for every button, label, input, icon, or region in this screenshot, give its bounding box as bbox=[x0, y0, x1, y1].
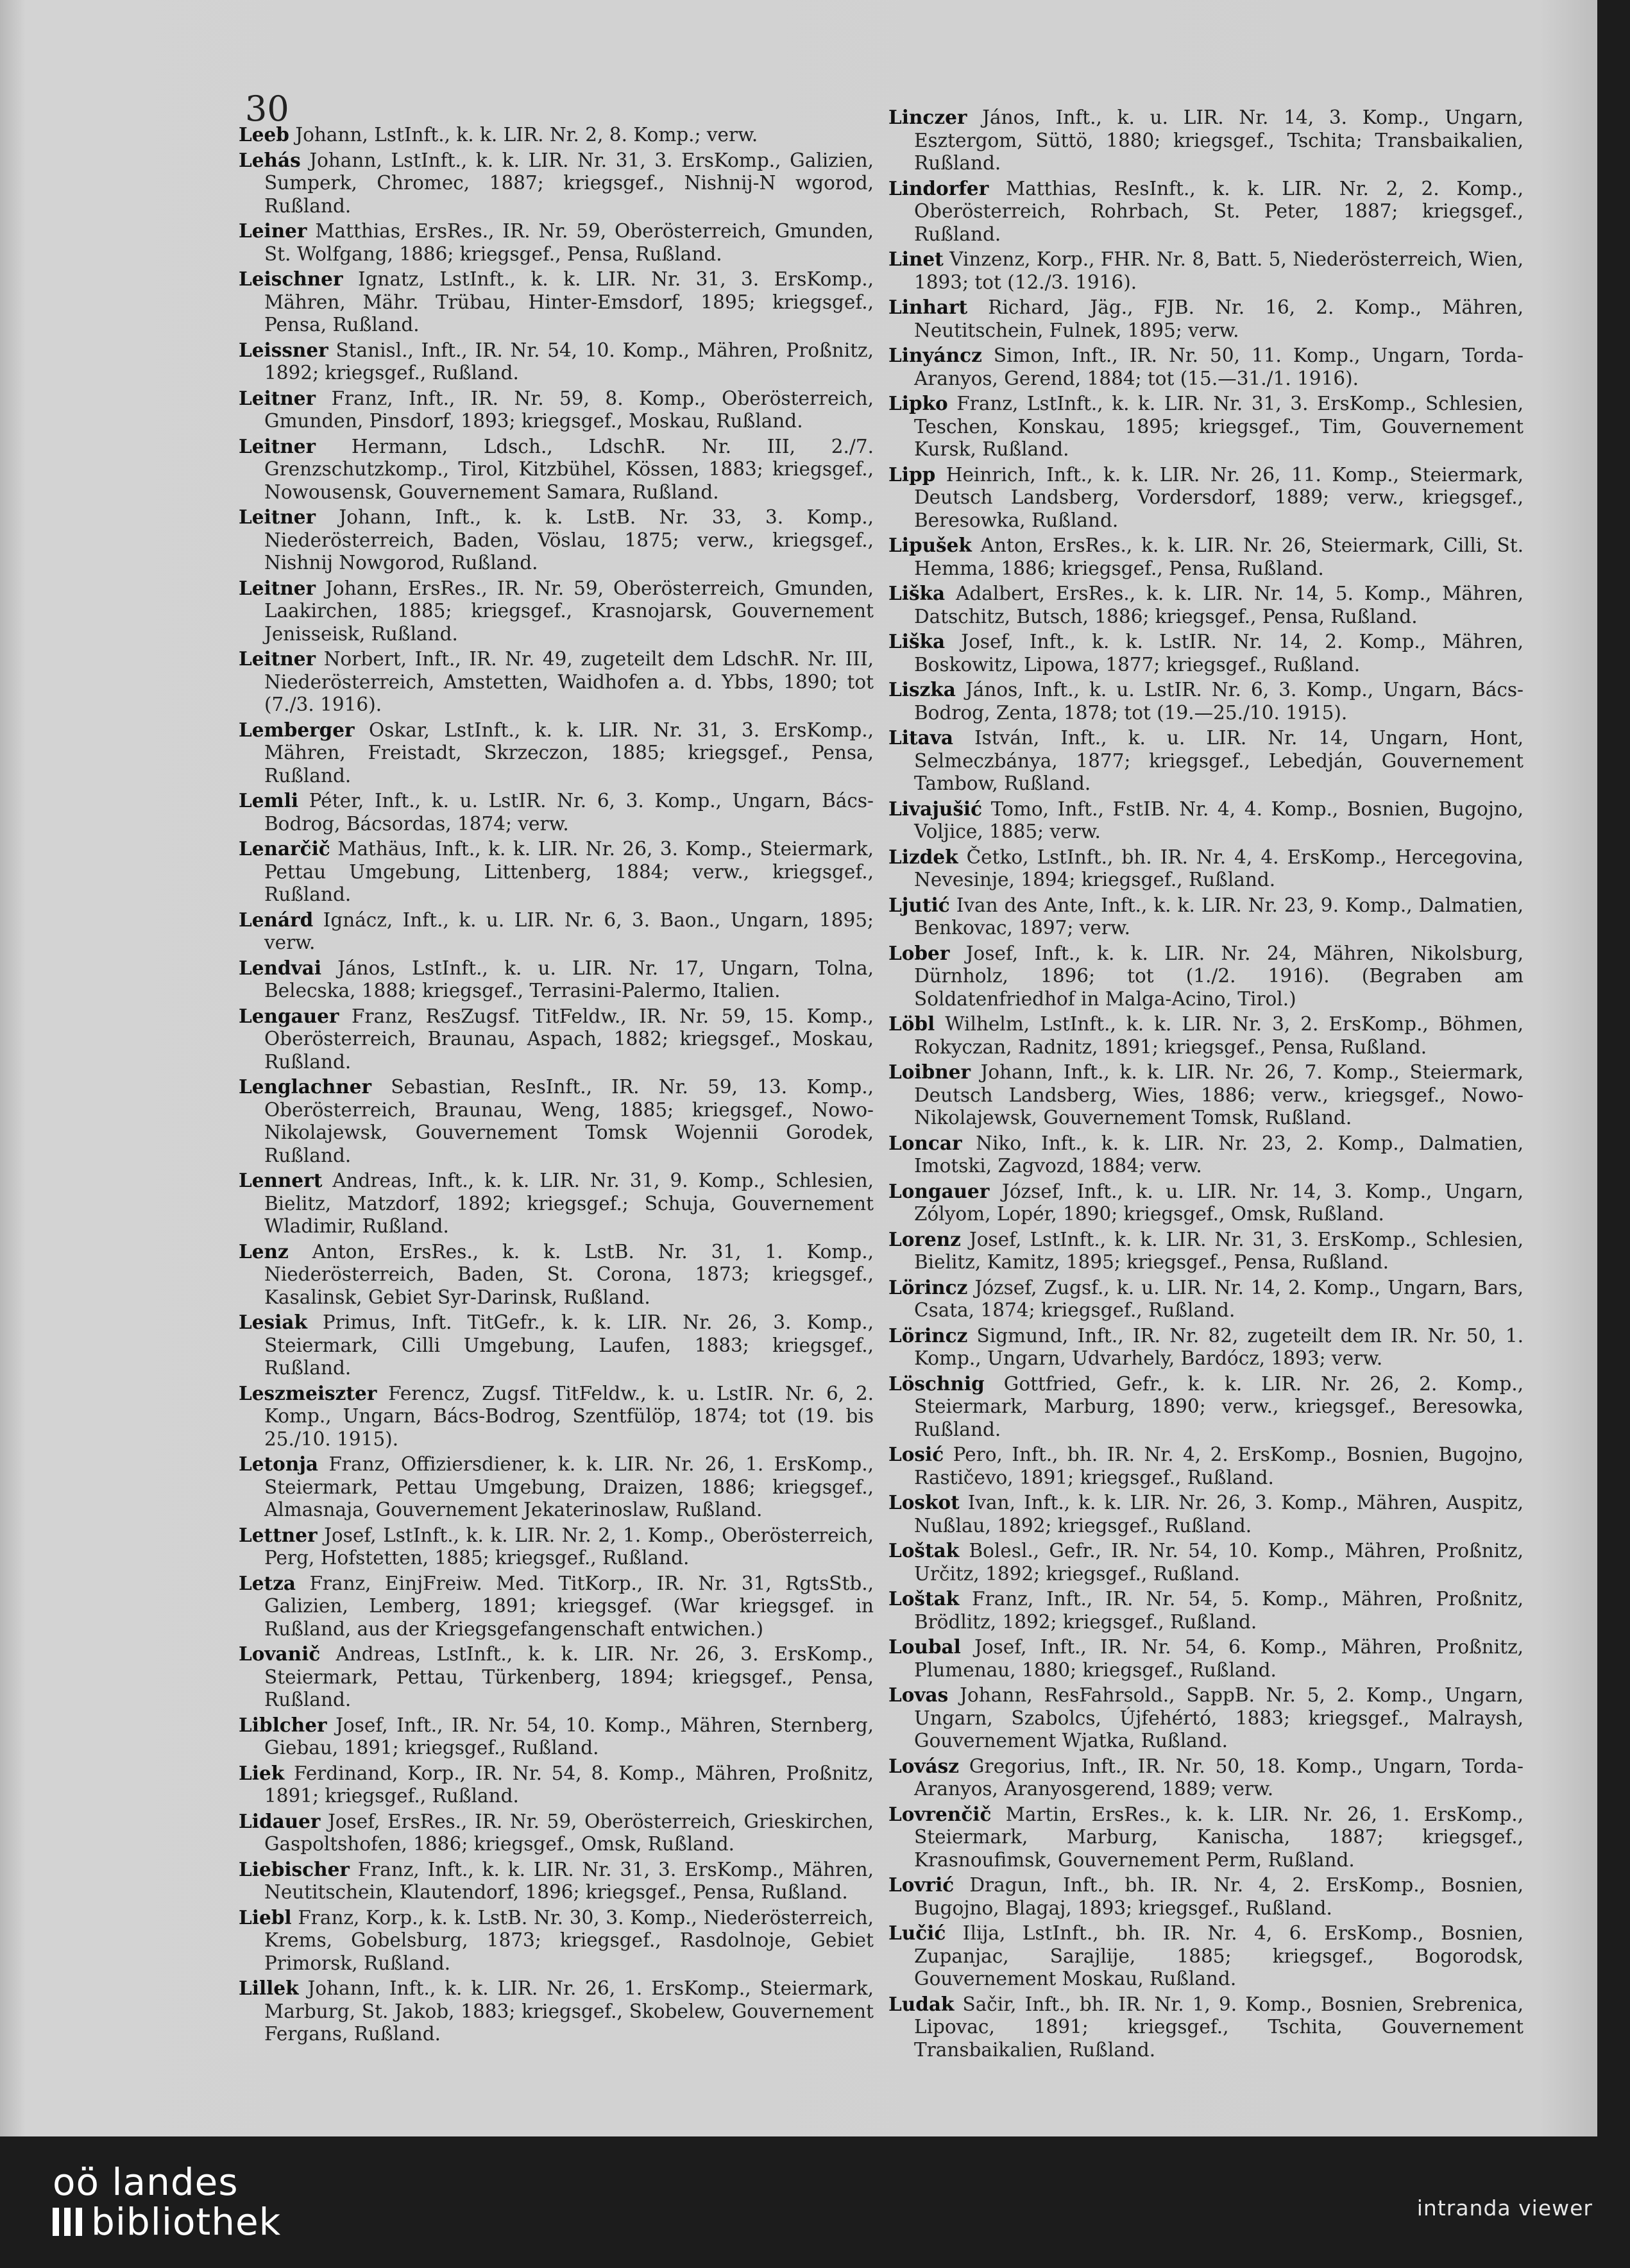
register-entry bbox=[239, 789, 874, 835]
entry-details: Bolesl., Gefr., IR. Nr. 54, 10. Komp., Mähren, Proßnitz, Určitz, 1892; kriegsgef., Rußland. bbox=[914, 1540, 1524, 1585]
entry-surname: Lennert bbox=[239, 1169, 323, 1191]
entry-details: Ivan des Ante, Inft., k. k. LIR. Nr. 23, 9. Komp., Dalmatien, Benkovac, 1897; verw. bbox=[914, 894, 1524, 939]
entry-surname: Leszmeiszter bbox=[239, 1381, 377, 1404]
register-entry bbox=[888, 1061, 1524, 1130]
entry-details: Ilija, LstInft., bh. IR. Nr. 4, 6. ErsKomp., Bosnien, Zupanjac, Sarajlije, 1885; kriegsgef., Bogorodsk, Gouvernement Moskau, Rußland. bbox=[914, 1922, 1524, 1990]
entry-surname: Leitner bbox=[239, 386, 316, 409]
entry-surname: Leitner bbox=[239, 576, 316, 599]
entry-surname: Liška bbox=[888, 582, 946, 604]
entry-surname: Longauer bbox=[888, 1179, 990, 1202]
entry-surname: Lendvai bbox=[239, 956, 322, 979]
entry-details: József, Inft., k. u. LIR. Nr. 14, 3. Komp., Ungarn, Zólyom, Lopér, 1890; kriegsgef., Omsk, Rußland. bbox=[914, 1180, 1524, 1225]
entry-details: Franz, EinjFreiw. Med. TitKorp., IR. Nr. 31, RgtsStb., Galizien, Lemberg, 1891; kriegsgef. (War kriegsgef. in Rußland, aus der Kriegsgefangenschaft entwichen.) bbox=[264, 1572, 874, 1640]
entry-details: Niko, Inft., k. k. LIR. Nr. 23, 2. Komp., Dalmatien, Imotski, Zagvozd, 1884; verw. bbox=[914, 1132, 1524, 1177]
entry-surname: Lidauer bbox=[239, 1809, 321, 1832]
register-entry bbox=[888, 1755, 1524, 1801]
entry-surname: Lizdek bbox=[888, 845, 958, 868]
entry-surname: Liška bbox=[888, 630, 946, 652]
register-entry bbox=[888, 463, 1524, 533]
register-entry bbox=[239, 1169, 874, 1238]
entry-surname: Ljutić bbox=[888, 893, 950, 916]
register-entry bbox=[888, 534, 1524, 580]
entry-surname: Löschnig bbox=[888, 1372, 985, 1395]
entry-details: Franz, Korp., k. k. LstB. Nr. 30, 3. Komp., Niederösterreich, Krems, Gobelsburg, 1873; kriegsgef., Rasdolnoje, Gebiet Primorsk, Rußland. bbox=[264, 1906, 874, 1974]
entry-details: Franz, Offiziersdiener, k. k. LIR. Nr. 26, 1. ErsKomp., Steiermark, Pettau Umgebung, Draizen, 1886; kriegsgef., Almasnaja, Gouvernement Jekaterinoslaw, Rußland. bbox=[264, 1453, 874, 1521]
register-entry bbox=[239, 1858, 874, 1904]
entry-surname: Letza bbox=[239, 1571, 296, 1594]
entry-surname: Lemberger bbox=[239, 718, 355, 741]
page-number: 30 bbox=[245, 89, 289, 129]
entry-surname: Lemli bbox=[239, 789, 299, 812]
entry-details: Péter, Inft., k. u. LstIR. Nr. 6, 3. Komp., Ungarn, Bács-Bodrog, Bácsordas, 1874; verw. bbox=[264, 790, 874, 835]
entry-details: Johann, Inft., k. k. LIR. Nr. 26, 7. Komp., Steiermark, Deutsch Landsberg, Wies, 1886; verw., kriegsgef., Nowo-Nikolajewsk, Gouvernement Tomsk, Rußland. bbox=[914, 1061, 1524, 1129]
entry-surname: Lesiak bbox=[239, 1311, 307, 1333]
register-entry bbox=[239, 1240, 874, 1309]
entry-surname: Lovrenčič bbox=[888, 1802, 992, 1825]
register-entry bbox=[239, 506, 874, 575]
entry-surname: Loncar bbox=[888, 1131, 962, 1154]
entry-surname: Liblcher bbox=[239, 1713, 327, 1736]
entry-details: Josef, LstInft., k. k. LIR. Nr. 2, 1. Komp., Oberösterreich, Perg, Hofstetten, 1885; kriegsgef., Rußland. bbox=[264, 1524, 874, 1569]
entry-details: Franz, Inft., IR. Nr. 54, 5. Komp., Mähren, Proßnitz, Brödlitz, 1892; kriegsgef., Rußland. bbox=[914, 1588, 1524, 1633]
entry-details: Johann, LstInft., k. k. LIR. Nr. 31, 3. ErsKomp., Galizien, Sumperk, Chromec, 1887; kriegsgef., Nishnij-N wgorod, Rußland. bbox=[264, 149, 874, 217]
entry-surname: Linyáncz bbox=[888, 344, 982, 366]
register-entry bbox=[888, 1324, 1524, 1370]
entry-surname: Lörincz bbox=[888, 1275, 968, 1299]
entry-surname: Lovas bbox=[888, 1684, 949, 1706]
entry-details: Andreas, LstInft., k. k. LIR. Nr. 26, 3. ErsKomp., Steiermark, Pettau, Türkenberg, 1894; kriegsgef., Pensa, Rußland. bbox=[264, 1643, 874, 1710]
entry-details: Matthias, ResInft., k. k. LIR. Nr. 2, 2. Komp., Oberösterreich, Rohrbach, St. Peter, 1887; kriegsgef., Rußland. bbox=[914, 177, 1524, 245]
register-entry bbox=[239, 387, 874, 433]
register-entry bbox=[888, 797, 1524, 844]
entry-surname: Liszka bbox=[888, 678, 956, 701]
entry-details: Franz, Inft., k. k. LIR. Nr. 31, 3. ErsKomp., Mähren, Neutitschein, Klautendorf, 1896; kriegsgef., Pensa, Rußland. bbox=[264, 1858, 874, 1903]
entry-details: Ferencz, Zugsf. TitFeldw., k. u. LstIR. Nr. 6, 2. Komp., Ungarn, Bács-Bodrog, Szentfülöp, 1874; tot (19. bis 25./10. 1915). bbox=[264, 1382, 874, 1450]
register-entry bbox=[239, 1642, 874, 1712]
entry-details: Johann, Inft., k. k. LstB. Nr. 33, 3. Komp., Niederösterreich, Baden, Vöslau, 1875; verw., kriegsgef., Nishnij Nowgorod, Rußland. bbox=[264, 506, 874, 574]
register-entry bbox=[239, 1714, 874, 1760]
register-entry bbox=[888, 1803, 1524, 1872]
entry-surname: Loštak bbox=[888, 1539, 960, 1562]
entry-surname: Loubal bbox=[888, 1635, 961, 1658]
entry-details: Četko, LstInft., bh. IR. Nr. 4, 4. ErsKomp., Hercegovina, Nevesinje, 1894; kriegsgef., Rußland. bbox=[914, 846, 1524, 891]
entry-details: Gottfried, Gefr., k. k. LIR. Nr. 26, 2. Komp., Steiermark, Marburg, 1890; verw., kriegsgef., Beresowka, Rußland. bbox=[914, 1372, 1524, 1440]
register-entry bbox=[239, 1382, 874, 1451]
entry-details: Andreas, Inft., k. k. LIR. Nr. 31, 9. Komp., Schlesien, Bielitz, Matzdorf, 1892; kriegsgef.; Schuja, Gouvernement Wladimir, Rußland. bbox=[264, 1170, 874, 1237]
entry-details: Josef, ErsRes., IR. Nr. 59, Oberösterreich, Grieskirchen, Gaspoltshofen, 1886; kriegsgef., Omsk, Rußland. bbox=[264, 1810, 874, 1855]
entry-surname: Loskot bbox=[888, 1491, 960, 1513]
register-entry bbox=[239, 1075, 874, 1167]
register-entry bbox=[239, 908, 874, 955]
register-entry bbox=[239, 1810, 874, 1856]
register-entry bbox=[888, 177, 1524, 246]
entry-details: Primus, Inft. TitGefr., k. k. LIR. Nr. 26, 3. Komp., Steiermark, Cilli Umgebung, Laufen, 1883; kriegsgef., Rußland. bbox=[264, 1311, 874, 1379]
entry-surname: Litava bbox=[888, 726, 953, 749]
logo-line-1: oö landes bbox=[53, 2160, 239, 2204]
entry-surname: Löbl bbox=[888, 1012, 935, 1035]
register-entry bbox=[888, 1587, 1524, 1633]
right-column bbox=[888, 106, 1524, 2063]
entry-details: Ferdinand, Korp., IR. Nr. 54, 8. Komp., Mähren, Proßnitz, 1891; kriegsgef., Rußland. bbox=[264, 1762, 874, 1807]
register-entry bbox=[888, 1922, 1524, 1991]
entry-surname: Lettner bbox=[239, 1523, 318, 1546]
entry-details: Josef, Inft., k. k. LstIR. Nr. 14, 2. Komp., Mähren, Boskowitz, Lipowa, 1877; kriegsgef., Rußland. bbox=[914, 631, 1524, 676]
register-entry bbox=[888, 630, 1524, 676]
register-entry bbox=[888, 1132, 1524, 1178]
entry-surname: Lenglachner bbox=[239, 1075, 372, 1098]
entry-details: Hermann, Ldsch., LdschR. Nr. III, 2./7. Grenzschutzkomp., Tirol, Kitzbühel, Kössen, 1883; kriegsgef., Nowousensk, Gouvernement Samara, Rußland. bbox=[264, 435, 874, 503]
entry-details: József, Zugsf., k. u. LIR. Nr. 14, 2. Komp., Ungarn, Bars, Csata, 1874; kriegsgef., Rußland. bbox=[914, 1276, 1524, 1321]
library-logo[interactable] bbox=[53, 2162, 281, 2242]
register-entry bbox=[239, 719, 874, 788]
entry-surname: Lovász bbox=[888, 1754, 960, 1777]
entry-surname: Liebl bbox=[239, 1906, 292, 1929]
register-entry bbox=[888, 894, 1524, 940]
entry-surname: Linet bbox=[888, 248, 944, 270]
register-entry bbox=[888, 846, 1524, 892]
entry-surname: Lipp bbox=[888, 463, 936, 486]
register-entry bbox=[239, 1762, 874, 1808]
entry-details: János, Inft., k. u. LstIR. Nr. 6, 3. Komp., Ungarn, Bács-Bodrog, Zenta, 1878; tot (19.—25./10. 1915). bbox=[914, 679, 1524, 724]
entry-details: János, Inft., k. u. LIR. Nr. 14, 3. Komp., Ungarn, Esztergom, Süttö, 1880; kriegsgef., Tschita; Transbaikalien, Rußland. bbox=[914, 107, 1524, 174]
entry-details: Sebastian, ResInft., IR. Nr. 59, 13. Komp., Oberösterreich, Braunau, Weng, 1885; kriegsgef., Nowo-Nikolajewsk, Gouvernement Tomsk Wojennii Gorodek, Rußland. bbox=[264, 1076, 874, 1166]
entry-surname: Loibner bbox=[888, 1061, 971, 1083]
entry-surname: Loštak bbox=[888, 1587, 960, 1610]
entry-surname: Letonja bbox=[239, 1453, 319, 1475]
register-entry bbox=[888, 1228, 1524, 1274]
entry-surname: Lenz bbox=[239, 1240, 289, 1263]
entry-surname: Lindorfer bbox=[888, 176, 989, 200]
entry-details: Martin, ErsRes., k. k. LIR. Nr. 26, 1. ErsKomp., Steiermark, Marburg, Kanischa, 1887; kriegsgef., Krasnoufimsk, Gouvernement Perm, Rußland. bbox=[914, 1803, 1524, 1871]
entry-details: Matthias, ErsRes., IR. Nr. 59, Oberösterreich, Gmunden, St. Wolfgang, 1886; kriegsgef., Pensa, Rußland. bbox=[264, 220, 874, 265]
entry-details: Sigmund, Inft., IR. Nr. 82, zugeteilt dem IR. Nr. 50, 1. Komp., Ungarn, Udvarhely, Bardócz, 1893; verw. bbox=[914, 1324, 1524, 1369]
entry-details: Anton, ErsRes., k. k. LstB. Nr. 31, 1. Komp., Niederösterreich, Baden, St. Corona, 1873; kriegsgef., Kasalinsk, Gebiet Syr-Darinsk, Rußland. bbox=[264, 1240, 874, 1308]
entry-details: Johann, LstInft., k. k. LIR. Nr. 2, 8. Komp.; verw. bbox=[295, 124, 758, 146]
entry-surname: Lenárd bbox=[239, 908, 314, 931]
register-entry bbox=[888, 1180, 1524, 1226]
entry-details: Stanisl., Inft., IR. Nr. 54, 10. Komp., Mähren, Proßnitz, 1892; kriegsgef., Rußland. bbox=[264, 339, 874, 384]
entry-surname: Lovrić bbox=[888, 1873, 955, 1896]
entry-surname: Lober bbox=[888, 941, 950, 964]
register-entry bbox=[239, 647, 874, 717]
entry-details: Richard, Jäg., FJB. Nr. 16, 2. Komp., Mähren, Neutitschein, Fulnek, 1895; verw. bbox=[914, 296, 1524, 341]
entry-details: Simon, Inft., IR. Nr. 50, 11. Komp., Ungarn, Torda-Aranyos, Gerend, 1884; tot (15.—31./1. 1916). bbox=[914, 345, 1524, 389]
entry-surname: Linhart bbox=[888, 296, 968, 318]
entry-surname: Lehás bbox=[239, 148, 301, 171]
register-entry bbox=[239, 1572, 874, 1641]
register-entry bbox=[239, 219, 874, 266]
entry-details: János, LstInft., k. u. LIR. Nr. 17, Ungarn, Tolna, Belecska, 1888; kriegsgef., Terrasini-Palermo, Italien. bbox=[264, 957, 874, 1002]
register-entry bbox=[888, 942, 1524, 1011]
register-entry bbox=[239, 577, 874, 646]
entry-surname: Liebischer bbox=[239, 1857, 350, 1880]
entry-details: István, Inft., k. u. LIR. Nr. 14, Ungarn, Hont, Selmeczbánya, 1877; kriegsgef., Lebedján, Gouvernement Tambow, Rußland. bbox=[914, 727, 1524, 794]
entry-surname: Lipušek bbox=[888, 534, 972, 556]
viewer-label[interactable]: intranda viewer bbox=[1416, 2196, 1593, 2221]
entry-details: Heinrich, Inft., k. k. LIR. Nr. 26, 11. Komp., Steiermark, Deutsch Landsberg, Vordersdorf, 1889; verw., kriegsgef., Beresowka, Rußland. bbox=[914, 463, 1524, 531]
entry-details: Sačir, Inft., bh. IR. Nr. 1, 9. Komp., Bosnien, Srebrenica, Lipovac, 1891; kriegsgef., Tschita, Gouvernement Transbaikalien, Rußland. bbox=[914, 1993, 1524, 2061]
entry-surname: Leischner bbox=[239, 268, 343, 290]
entry-details: Johann, ErsRes., IR. Nr. 59, Oberösterreich, Gmunden, Laakirchen, 1885; kriegsgef., Krasnojarsk, Gouvernement Jenisseisk, Rußland. bbox=[264, 577, 874, 645]
entry-details: Franz, LstInft., k. k. LIR. Nr. 31, 3. ErsKomp., Schlesien, Teschen, Konskau, 1895; kriegsgef., Tim, Gouvernement Kursk, Rußland. bbox=[914, 393, 1524, 460]
entry-details: Dragun, Inft., bh. IR. Nr. 4, 2. ErsKomp., Bosnien, Bugojno, Blagaj, 1893; kriegsgef., Rußland. bbox=[914, 1874, 1524, 1919]
entry-details: Franz, Inft., IR. Nr. 59, 8. Komp., Oberösterreich, Gmunden, Pinsdorf, 1893; kriegsgef., Moskau, Rußland. bbox=[264, 387, 874, 432]
register-entry bbox=[239, 1005, 874, 1074]
entry-details: Josef, LstInft., k. k. LIR. Nr. 31, 3. ErsKomp., Schlesien, Bielitz, Kamitz, 1895; kriegsgef., Pensa, Rußland. bbox=[914, 1228, 1524, 1273]
entry-details: Pero, Inft., bh. IR. Nr. 4, 2. ErsKomp., Bosnien, Bugojno, Rastičevo, 1891; kriegsgef., Rußland. bbox=[914, 1444, 1524, 1488]
register-entry bbox=[239, 837, 874, 907]
entry-surname: Lovanič bbox=[239, 1642, 321, 1665]
entry-surname: Losić bbox=[888, 1443, 944, 1465]
entry-details: Anton, ErsRes., k. k. LIR. Nr. 26, Steiermark, Cilli, St. Hemma, 1886; kriegsgef., Pensa, Rußland. bbox=[914, 534, 1524, 579]
entry-surname: Lörincz bbox=[888, 1324, 968, 1347]
left-column bbox=[239, 123, 874, 2048]
register-entry bbox=[888, 678, 1524, 724]
register-entry bbox=[239, 339, 874, 385]
register-entry bbox=[888, 344, 1524, 390]
entry-details: Josef, Inft., k. k. LIR. Nr. 24, Mähren, Nikolsburg, Dürnholz, 1896; tot (1./2. 1916). (Begraben am Soldatenfriedhof in Malga-Acino, Tirol.) bbox=[914, 942, 1524, 1010]
entry-details: Ignácz, Inft., k. u. LIR. Nr. 6, 3. Baon., Ungarn, 1895; verw. bbox=[264, 908, 874, 953]
logo-line-2: bibliothek bbox=[91, 2200, 282, 2244]
entry-details: Norbert, Inft., IR. Nr. 49, zugeteilt dem LdschR. Nr. III, Niederösterreich, Amstetten, Waidhofen a. d. Ybbs, 1890; tot (7./3. 1916). bbox=[264, 648, 874, 715]
register-entry bbox=[888, 1491, 1524, 1537]
entry-surname: Leiner bbox=[239, 219, 307, 242]
entry-details: Ivan, Inft., k. k. LIR. Nr. 26, 3. Komp., Mähren, Auspitz, Nußlau, 1892; kriegsgef., Rußland. bbox=[914, 1492, 1524, 1537]
entry-details: Gregorius, Inft., IR. Nr. 50, 18. Komp., Ungarn, Torda-Aranyos, Aranyosgerend, 1889; verw. bbox=[914, 1755, 1524, 1800]
entry-surname: Linczer bbox=[888, 106, 967, 128]
entry-details: Oskar, LstInft., k. k. LIR. Nr. 31, 3. ErsKomp., Mähren, Freistadt, Skrzeczon, 1885; kriegsgef., Pensa, Rußland. bbox=[264, 719, 874, 787]
register-entry bbox=[239, 1906, 874, 1975]
register-entry bbox=[239, 149, 874, 218]
entry-surname: Leitner bbox=[239, 647, 316, 670]
entry-details: Ignatz, LstInft., k. k. LIR. Nr. 31, 3. ErsKomp., Mähren, Mähr. Trübau, Hinter-Emsdorf, 1895; kriegsgef., Pensa, Rußland. bbox=[264, 268, 874, 336]
register-entry bbox=[888, 1012, 1524, 1059]
register-entry bbox=[239, 1453, 874, 1522]
register-entry bbox=[888, 1873, 1524, 1920]
register-entry bbox=[888, 296, 1524, 342]
entry-surname: Lipko bbox=[888, 392, 948, 414]
register-entry bbox=[239, 1524, 874, 1570]
register-entry bbox=[239, 435, 874, 504]
entry-details: Wilhelm, LstInft., k. k. LIR. Nr. 3, 2. ErsKomp., Böhmen, Rokyczan, Radnitz, 1891; kriegsgef., Pensa, Rußland. bbox=[914, 1013, 1524, 1058]
entry-details: Tomo, Inft., FstIB. Nr. 4, 4. Komp., Bosnien, Bugojno, Voljice, 1885; verw. bbox=[914, 797, 1524, 842]
logo-bars-icon bbox=[53, 2208, 82, 2236]
entry-details: Adalbert, ErsRes., k. k. LIR. Nr. 14, 5. Komp., Mähren, Datschitz, Butsch, 1886; kriegsgef., Pensa, Rußland. bbox=[914, 583, 1524, 627]
register-entry bbox=[888, 1539, 1524, 1585]
register-entry bbox=[239, 1977, 874, 2046]
entry-details: Vinzenz, Korp., FHR. Nr. 8, Batt. 5, Niederösterreich, Wien, 1893; tot (12./3. 1916). bbox=[914, 248, 1524, 293]
entry-surname: Liek bbox=[239, 1761, 285, 1784]
register-entry bbox=[239, 123, 874, 147]
entry-details: Johann, Inft., k. k. LIR. Nr. 26, 1. ErsKomp., Steiermark, Marburg, St. Jakob, 1883; kriegsgef., Skobelew, Gouvernement Fergans, Rußland. bbox=[264, 1977, 874, 2045]
register-entry bbox=[888, 1443, 1524, 1489]
entry-surname: Livajušić bbox=[888, 797, 983, 820]
register-entry bbox=[888, 726, 1524, 796]
entry-surname: Ludak bbox=[888, 1992, 955, 2015]
entry-details: Mathäus, Inft., k. k. LIR. Nr. 26, 3. Komp., Steiermark, Pettau Umgebung, Littenberg, 1884; verw., kriegsgef., Rußland. bbox=[264, 838, 874, 905]
register-entry bbox=[888, 1993, 1524, 2062]
entry-surname: Lengauer bbox=[239, 1004, 339, 1027]
entry-surname: Lillek bbox=[239, 1977, 299, 1999]
entry-details: Josef, Inft., IR. Nr. 54, 6. Komp., Mähren, Proßnitz, Plumenau, 1880; kriegsgef., Rußland. bbox=[914, 1636, 1524, 1681]
register-entry bbox=[888, 392, 1524, 461]
entry-surname: Leitner bbox=[239, 434, 316, 457]
entry-surname: Leitner bbox=[239, 506, 316, 528]
register-entry bbox=[888, 1635, 1524, 1682]
entry-surname: Lenarčič bbox=[239, 837, 330, 860]
register-entry bbox=[888, 582, 1524, 628]
register-entry bbox=[239, 957, 874, 1003]
register-entry bbox=[888, 248, 1524, 294]
entry-details: Johann, ResFahrsold., SappB. Nr. 5, 2. Komp., Ungarn, Ungarn, Szabolcs, Újfehértó, 1883; kriegsgef., Malraysh, Gouvernement Wjatka, Rußland. bbox=[914, 1684, 1524, 1752]
entry-surname: Leeb bbox=[239, 123, 289, 146]
register-entry bbox=[239, 1311, 874, 1380]
entry-surname: Lorenz bbox=[888, 1227, 961, 1250]
entry-details: Josef, Inft., IR. Nr. 54, 10. Komp., Mähren, Sternberg, Giebau, 1891; kriegsgef., Rußland. bbox=[264, 1714, 874, 1759]
register-entry bbox=[239, 268, 874, 337]
register-entry bbox=[888, 106, 1524, 175]
entry-surname: Lučić bbox=[888, 1922, 946, 1944]
register-entry bbox=[888, 1372, 1524, 1442]
register-entry bbox=[888, 1276, 1524, 1322]
register-entry bbox=[888, 1684, 1524, 1753]
entry-surname: Leissner bbox=[239, 338, 328, 361]
entry-details: Franz, ResZugsf. TitFeldw., IR. Nr. 59, 15. Komp., Oberösterreich, Braunau, Aspach, 1882; kriegsgef., Moskau, Rußland. bbox=[264, 1005, 874, 1073]
